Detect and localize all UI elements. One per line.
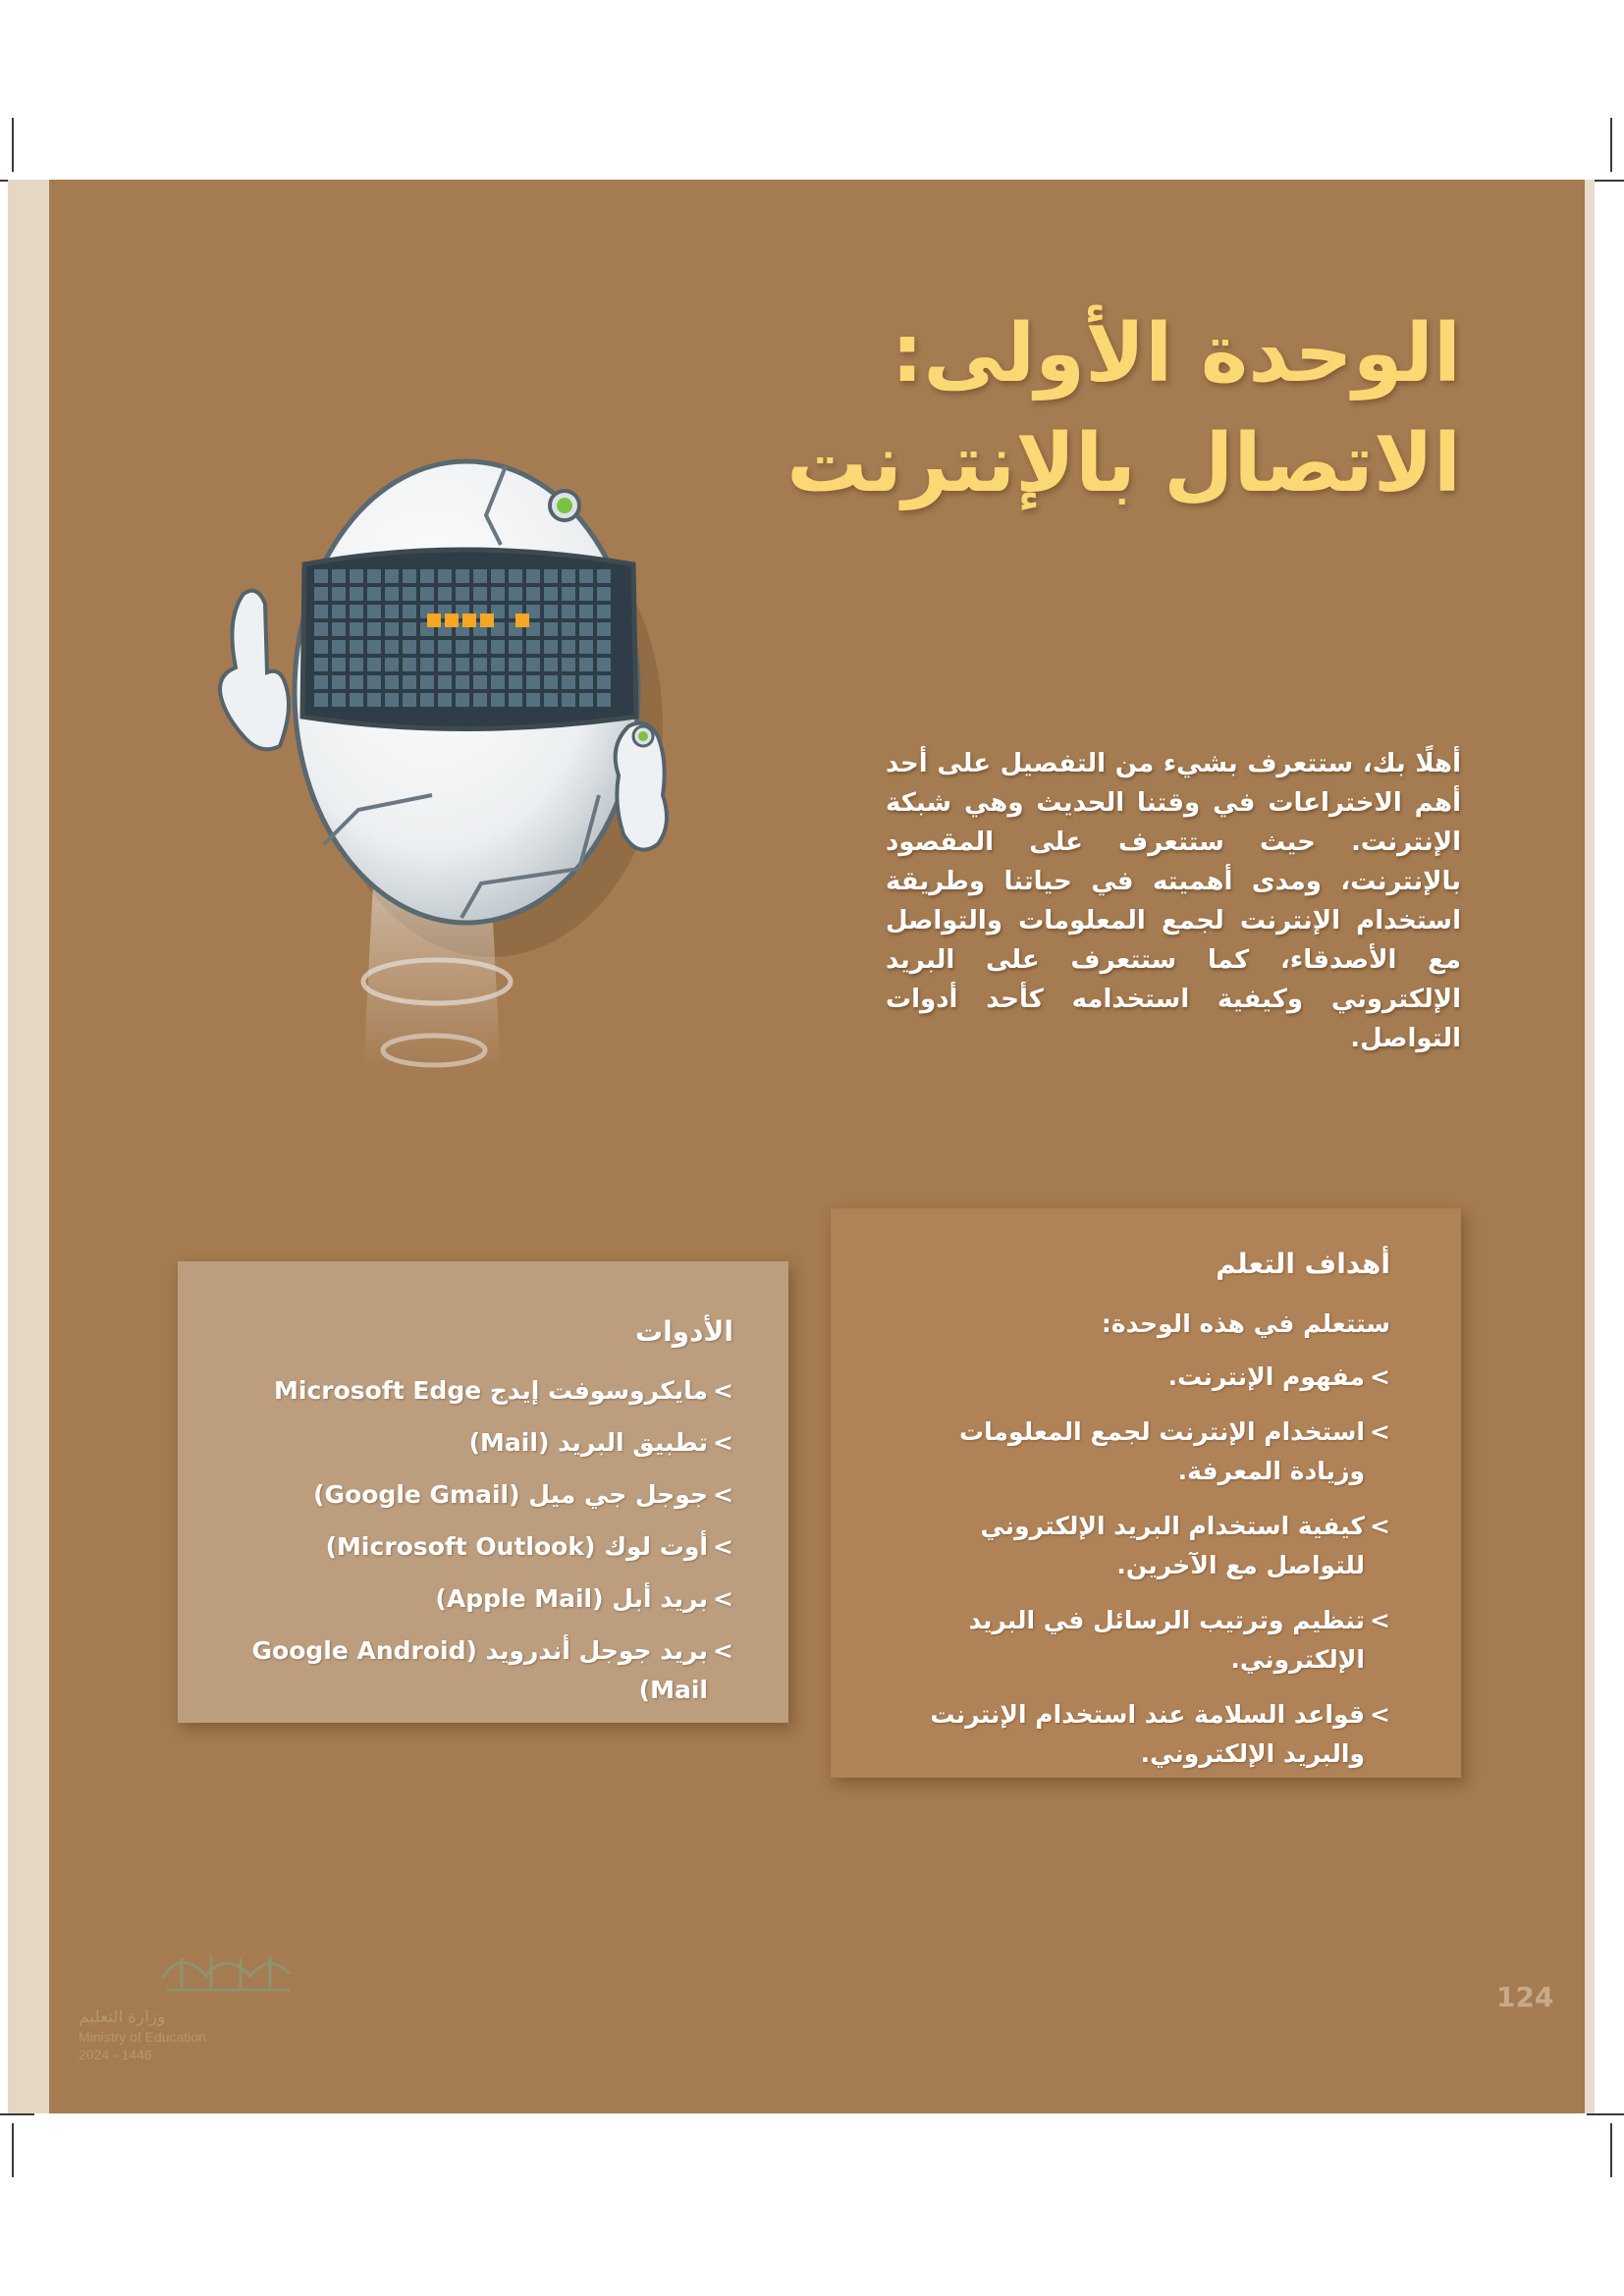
screen-pixel (350, 587, 363, 601)
list-item: > جوجل جي ميل (Google Gmail) (203, 1475, 733, 1515)
screen-pixel (438, 693, 452, 707)
crop-mark (1610, 118, 1612, 172)
screen-pixel (544, 693, 558, 707)
screen-pixel (403, 693, 416, 707)
screen-pixel (314, 622, 328, 636)
screen-pixel (385, 605, 399, 618)
screen-pixel (456, 675, 469, 689)
screen-pixel (332, 622, 346, 636)
screen-pixel (509, 569, 522, 583)
screen-pixel (544, 622, 558, 636)
ministry-logo-mark (152, 1939, 299, 1998)
screen-pixel (526, 658, 540, 671)
screen-pixel (367, 675, 381, 689)
screen-pixel (562, 605, 575, 618)
list-item: > مفهوم الإنترنت. (880, 1358, 1390, 1397)
crop-mark (1587, 2113, 1624, 2115)
screen-pixel (509, 658, 522, 671)
screen-pixel (562, 693, 575, 707)
screen-pixel (544, 587, 558, 601)
list-item: > مايكروسوفت إيدج Microsoft Edge (203, 1371, 733, 1411)
binding-strip (8, 180, 49, 2113)
screen-pixel (420, 569, 434, 583)
list-item: > استخدام الإنترنت لجمع المعلومات وزيادة المعرفة. (880, 1413, 1390, 1491)
list-item: > أوت لوك (Microsoft Outlook) (203, 1527, 733, 1567)
screen-pixel (579, 587, 593, 601)
screen-pixel (544, 675, 558, 689)
screen-pixel (332, 587, 346, 601)
screen-pixel (597, 693, 611, 707)
screen-pixel (367, 640, 381, 654)
screen-pixel (544, 658, 558, 671)
screen-pixel (562, 587, 575, 601)
screen-pixel (314, 693, 328, 707)
screen-pixel (597, 622, 611, 636)
screen-pixel (473, 693, 487, 707)
screen-pixel (579, 658, 593, 671)
screen-pixel (314, 640, 328, 654)
screen-pixel (314, 605, 328, 618)
screen-pixel (367, 569, 381, 583)
screen-pixel (509, 675, 522, 689)
learning-goals-heading: أهداف التعلم (1216, 1248, 1390, 1280)
screen-pixel (544, 569, 558, 583)
screen-pixel (385, 587, 399, 601)
screen-pixel (473, 675, 487, 689)
learning-goals-lead: ستتعلم في هذه الوحدة: (1101, 1309, 1390, 1338)
screen-pixel (579, 693, 593, 707)
screen-pixel (491, 693, 505, 707)
list-item: > كيفية استخدام البريد الإلكتروني للتواصل مع الآخرين. (880, 1507, 1390, 1585)
screen-pixel (509, 640, 522, 654)
screen-pixel (420, 693, 434, 707)
crop-mark (0, 2113, 34, 2115)
screen-pixel (403, 658, 416, 671)
list-item: > بريد أبل (Apple Mail) (203, 1579, 733, 1619)
screen-pixel (367, 658, 381, 671)
screen-pixel (456, 587, 469, 601)
screen-pixel (438, 675, 452, 689)
screen-pixel (562, 675, 575, 689)
screen-pixel (597, 587, 611, 601)
page-edge (1585, 180, 1595, 2113)
crop-mark (1610, 2123, 1612, 2177)
intro-paragraph: أهلًا بك، ستتعرف بشيء من التفصيل على أحد أهم الاختراعات في وقتنا الحديث وهي شبكة الإنترنت. حيث ستتعرف على المقصود بالإنترنت، ومدى أهميته في حياتنا وطريقة استخدام الإنترنت لجمع المعلومات والتواصل مع الأصدقاء، كما ستتعرف على البريد الإلكتروني وكيفية استخدامه كأحد أدوات التواصل. (886, 749, 1461, 1053)
screen-pixel (314, 675, 328, 689)
list-item: > قواعد السلامة عند استخدام الإنترنت والبريد الإلكتروني. (880, 1695, 1390, 1774)
screen-pixel (438, 640, 452, 654)
screen-pixel (385, 569, 399, 583)
screen-pixel (350, 640, 363, 654)
screen-pixel (491, 640, 505, 654)
screen-pixel (579, 675, 593, 689)
screen-pixel (526, 693, 540, 707)
page-number: 124 (1496, 1981, 1554, 2013)
screen-pixel (314, 569, 328, 583)
screen-pixel (403, 569, 416, 583)
screen-pixel (579, 605, 593, 618)
tools-heading: الأدوات (635, 1315, 733, 1348)
screen-pixel (544, 640, 558, 654)
screen-pixel (456, 693, 469, 707)
screen-pixel (332, 605, 346, 618)
screen-pixel (456, 658, 469, 671)
screen-pixel (332, 675, 346, 689)
screen-pixel (597, 605, 611, 618)
screen-pixel (367, 587, 381, 601)
screen-pixel (526, 640, 540, 654)
screen-pixel (491, 675, 505, 689)
unit-title-line1: الوحدة الأولى: (891, 307, 1461, 400)
screen-pixel (597, 569, 611, 583)
ministry-year: 2024 - 1446 (79, 2047, 152, 2062)
screen-pixel (509, 693, 522, 707)
screen-pixel (438, 658, 452, 671)
crop-mark (12, 2123, 14, 2177)
screen-pixel (473, 569, 487, 583)
screen-pixel (314, 587, 328, 601)
screen-pixel (420, 658, 434, 671)
screen-pixel (456, 569, 469, 583)
screen-pixel (385, 622, 399, 636)
screen-pixel (544, 605, 558, 618)
screen-pixel (526, 587, 540, 601)
screen-pixel (332, 693, 346, 707)
ministry-logo (79, 1939, 314, 2076)
ministry-name-arabic: وزارة التعليم (79, 2007, 166, 2026)
screen-pixel (562, 658, 575, 671)
screen-pixel (438, 569, 452, 583)
screen-pixel (597, 640, 611, 654)
screen-pixel (367, 693, 381, 707)
screen-pixel (350, 569, 363, 583)
screen-pixel (579, 569, 593, 583)
list-item: > تنظيم وترتيب الرسائل في البريد الإلكتروني. (880, 1601, 1390, 1680)
screen-pixel (332, 569, 346, 583)
screen-pixel (562, 622, 575, 636)
crop-mark (12, 118, 14, 172)
screen-pixel (473, 640, 487, 654)
screen-pixel (385, 693, 399, 707)
screen-pixel (491, 569, 505, 583)
list-item: > تطبيق البريد (Mail) (203, 1423, 733, 1463)
screen-pixel (350, 693, 363, 707)
screen-pixel (350, 658, 363, 671)
unit-title-line2: الاتصال بالإنترنت (786, 417, 1461, 510)
tools-list (203, 1371, 733, 1723)
screen-pixel (403, 605, 416, 618)
screen-pixel (350, 675, 363, 689)
screen-pixel (491, 658, 505, 671)
screen-pixel (350, 605, 363, 618)
screen-pixel (579, 640, 593, 654)
screen-pixel (332, 640, 346, 654)
screen-pixel (350, 622, 363, 636)
screen-pixel (385, 675, 399, 689)
screen-pixel (420, 587, 434, 601)
screen-pixel (385, 658, 399, 671)
list-item: > بريد جوجل أندرويد (Google Android Mail) (203, 1631, 733, 1710)
screen-pixel (562, 640, 575, 654)
screen-pixel (403, 587, 416, 601)
learning-goals-box (831, 1208, 1461, 1778)
screen-pixel (403, 622, 416, 636)
robot-illustration (167, 422, 756, 1109)
screen-pixel (491, 587, 505, 601)
screen-pixel (526, 675, 540, 689)
screen-pixel (579, 622, 593, 636)
screen-pixel (473, 658, 487, 671)
screen-pixel (367, 605, 381, 618)
screen-pixel (367, 622, 381, 636)
screen-pixel (473, 587, 487, 601)
tools-box (178, 1261, 788, 1723)
screen-pixel (562, 569, 575, 583)
screen-pixel (526, 569, 540, 583)
screen-pixel (509, 587, 522, 601)
screen-pixel (456, 640, 469, 654)
screen-pixel (403, 640, 416, 654)
screen-pixel (403, 675, 416, 689)
screen-pixel (420, 675, 434, 689)
screen-pixel (314, 658, 328, 671)
screen-pixel (332, 658, 346, 671)
ministry-name-english: Ministry of Education (79, 2029, 206, 2045)
screen-pixel (597, 658, 611, 671)
learning-goals-list (880, 1358, 1390, 1789)
screen-pixel (420, 640, 434, 654)
screen-pixel (385, 640, 399, 654)
screen-pixel (438, 587, 452, 601)
screen-pixel (597, 675, 611, 689)
